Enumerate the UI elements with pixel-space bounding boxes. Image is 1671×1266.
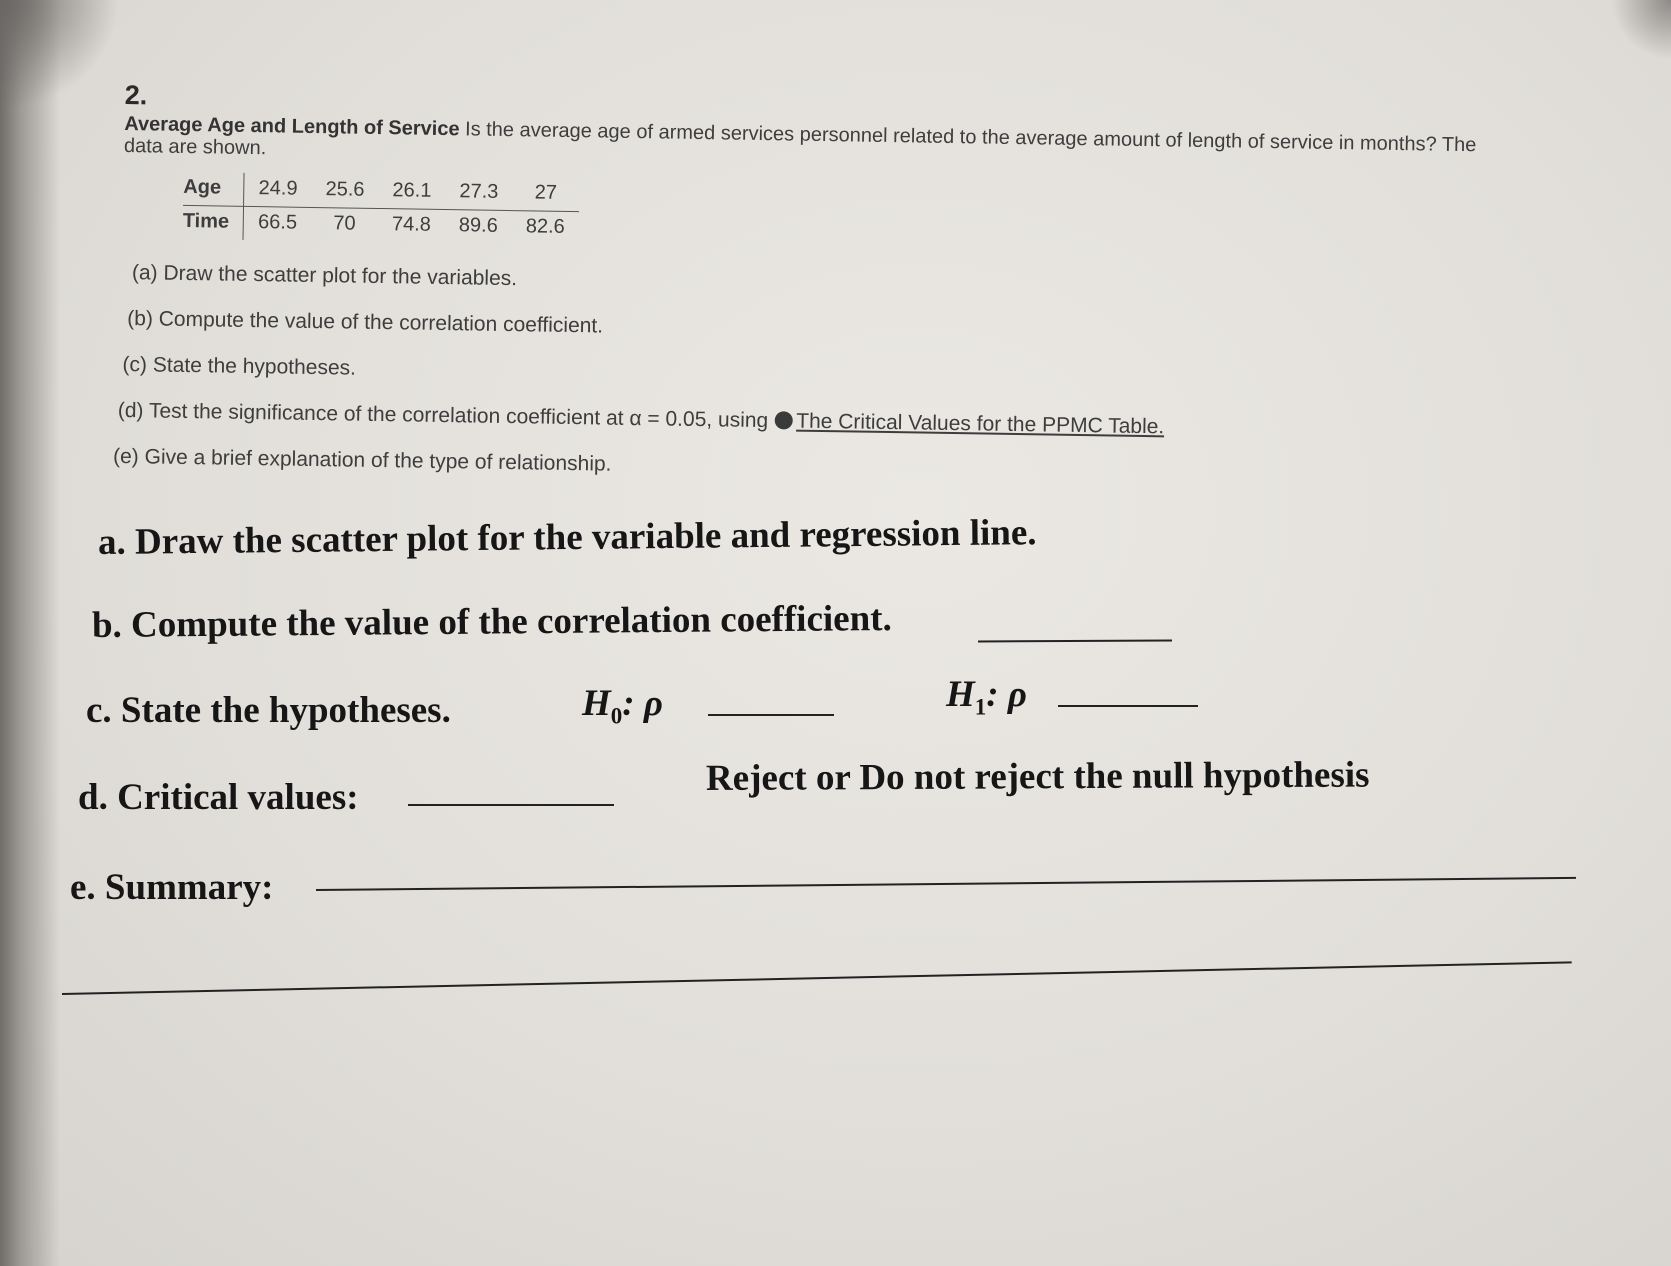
- age-cell: 27: [512, 177, 579, 212]
- answer-c-prompt: c. State the hypotheses.: [86, 690, 451, 731]
- h0-blank[interactable]: [708, 714, 834, 716]
- answer-b-blank[interactable]: [978, 639, 1172, 642]
- time-cell: 89.6: [458, 214, 499, 237]
- row-label-age: Age: [183, 172, 244, 206]
- row-label-time: Time: [183, 205, 244, 239]
- part-e: (e) Give a brief explanation of the type of relationship.: [112, 444, 612, 476]
- age-cell: 27.3: [445, 176, 512, 211]
- time-cell: 66.5: [257, 211, 298, 234]
- part-b: (b) Compute the value of the correlation coefficient.: [127, 307, 604, 338]
- age-cell: 25.6: [311, 174, 378, 209]
- h0-rho: : ρ: [622, 683, 663, 724]
- question-title: Average Age and Length of Service: [124, 112, 460, 141]
- h1-label: [946, 673, 1027, 720]
- time-cell: 70: [333, 212, 356, 235]
- age-cell: 26.1: [378, 175, 445, 210]
- h1-rho: : ρ: [986, 674, 1027, 715]
- question-text: Is the average age of armed services personnel related to the average amount of length of service in months? The data are shown.: [123, 118, 1477, 160]
- h1-blank[interactable]: [1058, 705, 1198, 707]
- critical-values-blank[interactable]: [408, 804, 614, 806]
- reject-decision-prompt: Reject or Do not reject the null hypothesis: [705, 754, 1370, 799]
- h0-symbol: $H_0$: [582, 683, 623, 729]
- part-a: (a) Draw the scatter plot for the variables.: [131, 261, 518, 291]
- answer-a-prompt: a. Draw the scatter plot for the variable and regression line.: [97, 512, 1037, 563]
- h1-symbol: $H_1$: [946, 674, 987, 720]
- time-cell: 82.6: [525, 215, 565, 238]
- summary-blank-line-1[interactable]: [316, 877, 1576, 891]
- part-d-text: (d) Test the significance of the correlation coefficient at α = 0.05, using: [117, 398, 769, 433]
- question-number: 2.: [124, 80, 148, 111]
- age-cell: 24.9: [244, 173, 312, 208]
- answer-b-prompt: b. Compute the value of the correlation coefficient.: [91, 598, 892, 646]
- time-cell: 74.8: [391, 213, 432, 236]
- answer-d-prompt: d. Critical values:: [78, 777, 359, 818]
- h0-label: [582, 682, 663, 729]
- part-c: (c) State the hypotheses.: [122, 352, 357, 380]
- answer-e-prompt: e. Summary:: [70, 867, 274, 908]
- ppmc-table-link[interactable]: The Critical Values for the PPMC Table.: [796, 409, 1165, 439]
- summary-blank-line-2[interactable]: [62, 961, 1572, 995]
